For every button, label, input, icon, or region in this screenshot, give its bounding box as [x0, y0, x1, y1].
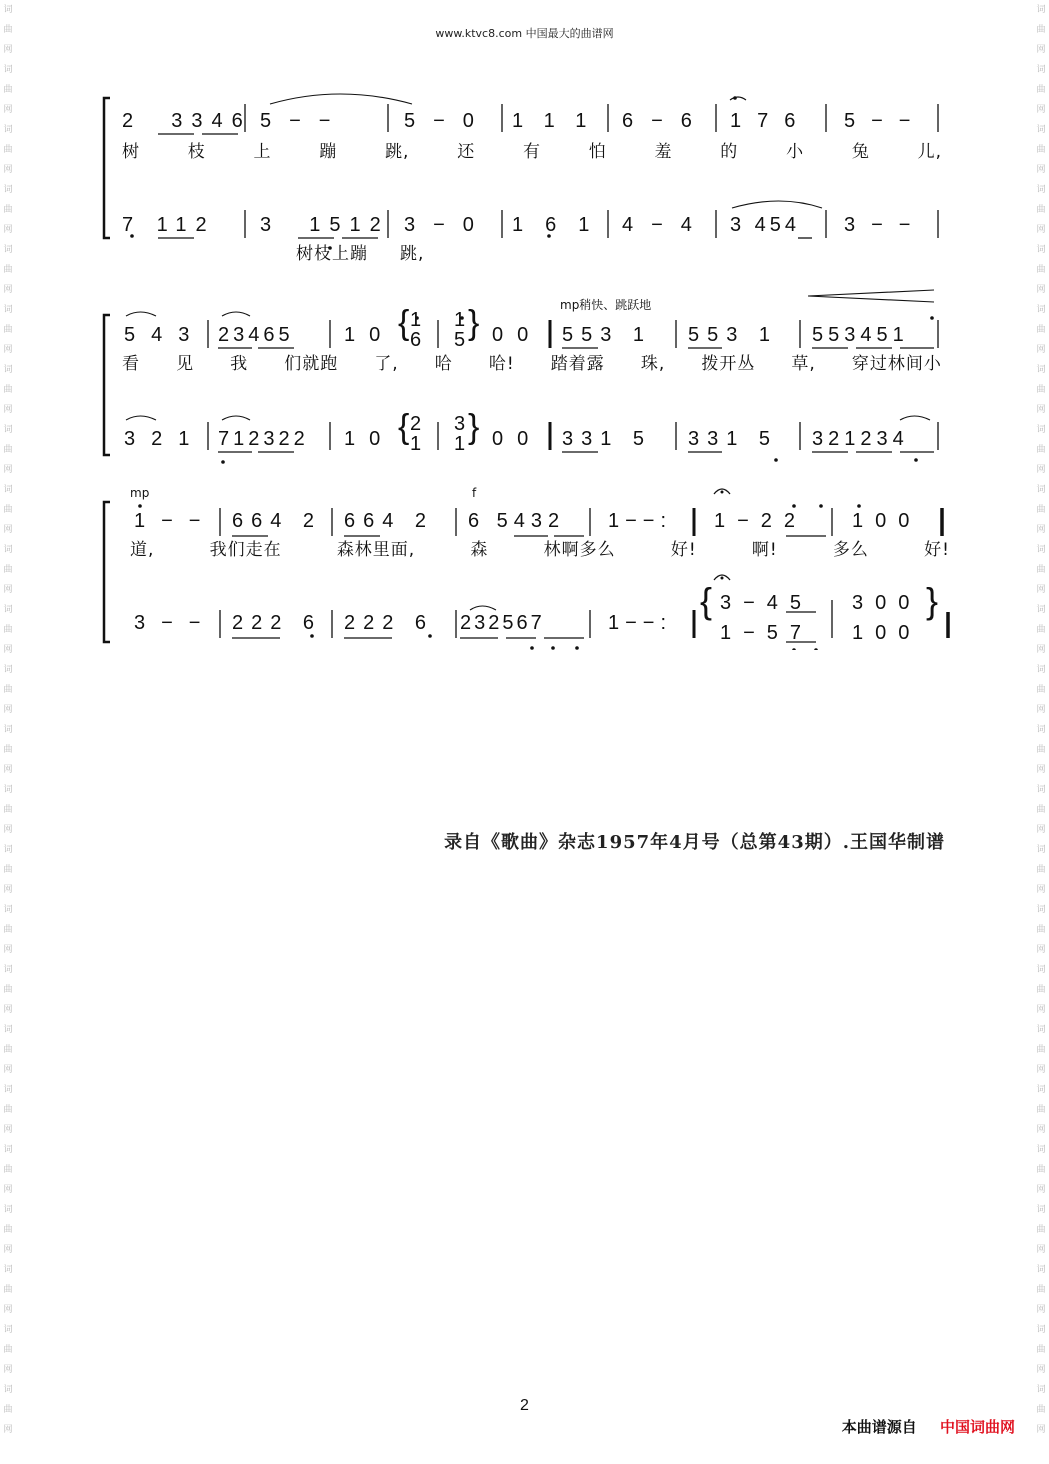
watermark-char: 网	[3, 525, 13, 535]
watermark-char: 词	[3, 1025, 13, 1035]
watermark-char: 曲	[3, 385, 13, 395]
watermark-char: 词	[3, 5, 13, 15]
row3-lower-brace-open: {	[700, 580, 713, 621]
footer-site-link[interactable]: 中国词曲网	[939, 1418, 1015, 1436]
watermark-char: 词	[3, 965, 13, 975]
watermark-char: 网	[3, 45, 13, 55]
watermark-char: 词	[3, 665, 13, 675]
watermark-char: 网	[1036, 1305, 1046, 1315]
lyric-syllable: 了,	[374, 354, 399, 374]
watermark-char: 词	[1036, 65, 1046, 75]
lyric-syllable: 儿,	[917, 142, 942, 162]
lyric-syllable: 道,	[130, 540, 155, 560]
watermark-char: 词	[3, 485, 13, 495]
watermark-char: 词	[3, 305, 13, 315]
watermark-char: 词	[1036, 725, 1046, 735]
watermark-char: 曲	[1036, 685, 1046, 695]
lyric-syllable: 好!	[924, 540, 950, 560]
watermark-char: 网	[1036, 645, 1046, 655]
lyric-syllable: 羞	[654, 142, 673, 162]
watermark-char: 曲	[3, 1165, 13, 1175]
watermark-char: 网	[3, 1065, 13, 1075]
row1-upper-m4: 111	[512, 110, 609, 132]
watermark-char: 曲	[1036, 25, 1046, 35]
watermark-char: 词	[3, 185, 13, 195]
watermark-char: 网	[1036, 885, 1046, 895]
watermark-char: 曲	[3, 1405, 13, 1415]
lyric-syllable: 有	[523, 142, 541, 162]
row1-lower-m6: 3 454	[730, 214, 801, 236]
watermark-char: 曲	[3, 25, 13, 35]
lyric-syllable: 啊!	[751, 540, 778, 560]
row2-upper-m7: 553451	[812, 324, 909, 346]
row2-lower-m3: 10	[344, 428, 395, 450]
row1-upper-lyrics	[122, 142, 942, 162]
watermark-char: 词	[3, 605, 13, 615]
row2-lower-m7: 321234	[812, 428, 909, 450]
watermark-char: 词	[3, 425, 13, 435]
watermark-char: 词	[3, 905, 13, 915]
row2-upper-brace-close: }	[468, 304, 480, 342]
watermark-char: 曲	[1036, 745, 1046, 755]
watermark-char: 网	[1036, 45, 1046, 55]
row2-upper-rests: 00	[492, 324, 543, 346]
watermark-char: 曲	[1036, 625, 1046, 635]
row2-upper-brace-open: {	[398, 304, 410, 342]
row3-upper-m7: 100	[852, 510, 922, 532]
row3-lower-m1: 3−−	[134, 612, 217, 634]
row1-upper-m6: 176	[730, 110, 812, 132]
watermark-char: 曲	[3, 445, 13, 455]
watermark-char: 曲	[1036, 1165, 1046, 1175]
watermark-char: 网	[1036, 165, 1046, 175]
watermark-char: 曲	[3, 1045, 13, 1055]
watermark-char: 曲	[3, 925, 13, 935]
watermark-char: 网	[3, 1185, 13, 1195]
watermark-char: 网	[3, 165, 13, 175]
watermark-char: 曲	[1036, 565, 1046, 575]
lyric-syllable: 森	[470, 540, 489, 560]
watermark-char: 曲	[1036, 265, 1046, 275]
lyric-syllable: 看	[122, 354, 140, 374]
row3-lower-chord1: 3−45 1−57	[720, 592, 814, 644]
watermark-char: 网	[1036, 345, 1046, 355]
watermark-char: 曲	[3, 985, 13, 995]
row3-lower-m2: 222 6	[232, 612, 323, 634]
watermark-char: 网	[3, 345, 13, 355]
watermark-char: 词	[3, 1325, 13, 1335]
watermark-char: 词	[3, 65, 13, 75]
watermark-char: 网	[1036, 1125, 1046, 1135]
watermark-char: 曲	[3, 205, 13, 215]
row3-upper-m4: 6 5432	[468, 510, 566, 532]
watermark-char: 曲	[1036, 1285, 1046, 1295]
watermark-char: 词	[3, 245, 13, 255]
watermark-char: 词	[1036, 1385, 1046, 1395]
lyric-syllable: 我们走在	[209, 540, 282, 560]
watermark-char: 网	[3, 1005, 13, 1015]
watermark-char: 词	[3, 1085, 13, 1095]
watermark-char: 曲	[1036, 865, 1046, 875]
watermark-char: 曲	[3, 265, 13, 275]
footer	[842, 1416, 1015, 1437]
watermark-char: 曲	[3, 1105, 13, 1115]
watermark-char: 网	[1036, 405, 1046, 415]
row2-upper-chord2: 1 5	[454, 309, 466, 351]
watermark-char: 词	[1036, 1325, 1046, 1335]
lyric-syllable: 还	[457, 142, 476, 162]
watermark-char: 词	[3, 1205, 13, 1215]
watermark-char: 曲	[3, 1285, 13, 1295]
watermark-char: 网	[1036, 225, 1046, 235]
site-header: www.ktvc8.com 中国最大的曲谱网	[435, 27, 614, 40]
watermark-char: 网	[3, 825, 13, 835]
watermark-char: 网	[1036, 465, 1046, 475]
watermark-char: 曲	[3, 685, 13, 695]
row2-lower-brace-open: {	[398, 408, 410, 446]
page-number: 2	[520, 1397, 529, 1414]
watermark-char: 词	[1036, 125, 1046, 135]
watermark-char: 网	[3, 1305, 13, 1315]
lyric-syllable: 哈	[434, 354, 453, 374]
row2-lower-m1: 321	[124, 428, 206, 450]
watermark-char: 网	[1036, 1245, 1046, 1255]
watermark-char: 词	[1036, 185, 1046, 195]
lyric-syllable: 草,	[791, 354, 816, 374]
row2-lower-m6: 331 5	[688, 428, 779, 450]
watermark-char: 网	[3, 1425, 13, 1435]
watermark-char: 词	[3, 545, 13, 555]
watermark-char: 词	[1036, 1205, 1046, 1215]
watermark-char: 网	[1036, 1185, 1046, 1195]
watermark-char: 网	[3, 585, 13, 595]
row2-upper-chord1: 1 6	[410, 309, 422, 351]
watermark-char: 网	[1036, 825, 1046, 835]
watermark-char: 曲	[1036, 1225, 1046, 1235]
row3-upper-m6: 1−22	[714, 510, 808, 532]
lyric-syllable: 穿过林间小	[851, 354, 942, 374]
watermark-char: 曲	[3, 325, 13, 335]
row3-upper-lyrics	[130, 540, 950, 560]
watermark-char: 词	[1036, 905, 1046, 915]
watermark-char: 网	[1036, 1005, 1046, 1015]
lyric-syllable: 见	[176, 354, 195, 374]
watermark-char: 曲	[1036, 205, 1046, 215]
watermark-char: 词	[3, 125, 13, 135]
row2-upper-m1: 543	[124, 324, 206, 346]
watermark-char: 曲	[3, 85, 13, 95]
row3-lower-m3: 222 6	[344, 612, 435, 634]
watermark-char: 词	[1036, 965, 1046, 975]
row1-upper-m7: 5−−	[844, 110, 927, 132]
row3-lower-m4: 232567	[460, 612, 545, 634]
row2-upper-m6: 553 1	[688, 324, 779, 346]
watermark-char: 曲	[3, 745, 13, 755]
row2-upper-m2: 23465	[218, 324, 294, 346]
watermark-char: 词	[1036, 5, 1046, 15]
watermark-char: 网	[3, 1365, 13, 1375]
watermark-char: 词	[3, 1385, 13, 1395]
watermark-char: 曲	[1036, 85, 1046, 95]
row3-lower-brace-close: }	[926, 580, 939, 621]
tempo-marking: mp稍快、跳跃地	[560, 298, 652, 312]
watermark-char: 曲	[3, 865, 13, 875]
row1-upper-m2: 5−−	[260, 110, 349, 132]
row1-lower-m1: 7 112	[122, 214, 216, 236]
lyric-syllable: 我	[230, 354, 249, 374]
lyric-syllable: 哈!	[488, 354, 515, 374]
watermark-char: 网	[3, 885, 13, 895]
watermark-char: 网	[3, 645, 13, 655]
row1-lower-m3: 3−0	[404, 214, 492, 236]
watermark-char: 曲	[1036, 385, 1046, 395]
watermark-char: 词	[1036, 1265, 1046, 1275]
watermark-char: 词	[1036, 1025, 1046, 1035]
watermark-char: 网	[1036, 525, 1046, 535]
row1-lower-lyric-a: 树枝上蹦	[296, 244, 368, 264]
row2-lower-rests: 00	[492, 428, 543, 450]
watermark-char: 词	[1036, 305, 1046, 315]
watermark-char: 网	[1036, 705, 1046, 715]
watermark-char: 网	[1036, 585, 1046, 595]
watermark-char: 网	[3, 705, 13, 715]
lyric-syllable: 蹦	[319, 142, 338, 162]
watermark-char: 词	[1036, 605, 1046, 615]
lyric-syllable: 小	[786, 142, 805, 162]
watermark-char: 曲	[1036, 505, 1046, 515]
watermark-char: 曲	[1036, 1345, 1046, 1355]
lyric-syllable: 拨开丛	[701, 354, 756, 374]
row1-lower-m7: 3−−	[844, 214, 927, 236]
watermark-char: 网	[3, 765, 13, 775]
watermark-char: 网	[1036, 1425, 1046, 1435]
watermark-char: 曲	[3, 145, 13, 155]
row3-upper-m2: 664 2	[232, 510, 323, 532]
watermark-char: 词	[1036, 365, 1046, 375]
lyric-syllable: 的	[720, 142, 739, 162]
right-watermark	[1033, 0, 1049, 1464]
row1-lower-m4: 161	[512, 214, 612, 236]
row3-upper-m3: 664 2	[344, 510, 435, 532]
watermark-char: 词	[3, 845, 13, 855]
row2-upper-m3: 10	[344, 324, 395, 346]
watermark-char: 网	[1036, 1365, 1046, 1375]
watermark-char: 曲	[1036, 985, 1046, 995]
lyric-syllable: 多么	[832, 540, 869, 560]
lyric-syllable: 林啊多么	[543, 540, 616, 560]
row2-lower-m5: 331 5	[562, 428, 653, 450]
watermark-char: 曲	[3, 1225, 13, 1235]
watermark-char: 网	[3, 1125, 13, 1135]
jianpu-score	[100, 90, 960, 650]
lyric-syllable: 跳,	[385, 142, 410, 162]
lyric-syllable: 们就跑	[284, 354, 339, 374]
watermark-char: 曲	[1036, 145, 1046, 155]
watermark-char: 词	[3, 725, 13, 735]
watermark-char: 网	[3, 285, 13, 295]
lyric-syllable: 上	[253, 142, 272, 162]
watermark-char: 曲	[3, 625, 13, 635]
row3-lower-m5: 1−−:	[608, 612, 673, 634]
watermark-char: 词	[3, 1265, 13, 1275]
row2-upper-m5: 553 1	[562, 324, 653, 346]
watermark-char: 网	[1036, 1065, 1046, 1075]
row1-upper-m5: 6−6	[622, 110, 710, 132]
row1-upper-m3: 5−0	[404, 110, 492, 132]
watermark-char: 曲	[1036, 1045, 1046, 1055]
row2-upper-lyrics	[122, 354, 942, 374]
watermark-char: 网	[3, 405, 13, 415]
watermark-char: 词	[1036, 845, 1046, 855]
watermark-char: 网	[1036, 945, 1046, 955]
row1-lower-m2: 3 1512	[260, 214, 390, 236]
watermark-char: 词	[3, 365, 13, 375]
watermark-char: 曲	[3, 1345, 13, 1355]
watermark-char: 网	[3, 225, 13, 235]
watermark-char: 词	[1036, 1145, 1046, 1155]
watermark-char: 网	[3, 465, 13, 475]
watermark-char: 词	[3, 785, 13, 795]
watermark-char: 曲	[1036, 1405, 1046, 1415]
row2-lower-chord2: 3 1	[454, 413, 466, 455]
watermark-char: 网	[1036, 285, 1046, 295]
dynamic-mp: mp	[130, 486, 150, 500]
watermark-char: 曲	[1036, 445, 1046, 455]
watermark-char: 网	[3, 945, 13, 955]
watermark-char: 词	[1036, 785, 1046, 795]
row3-lower-chord2: 300 100	[852, 592, 922, 644]
watermark-char: 词	[1036, 425, 1046, 435]
watermark-char: 网	[1036, 105, 1046, 115]
lyric-syllable: 珠,	[640, 354, 666, 374]
watermark-char: 曲	[3, 805, 13, 815]
row2-lower-brace-close: }	[468, 408, 480, 446]
watermark-char: 曲	[1036, 925, 1046, 935]
watermark-char: 词	[1036, 245, 1046, 255]
watermark-char: 网	[3, 105, 13, 115]
watermark-char: 曲	[3, 505, 13, 515]
footer-label: 本曲谱源自	[841, 1418, 917, 1436]
lyric-syllable: 枝	[187, 142, 206, 162]
row3-upper-m1: 1−−	[134, 510, 217, 532]
row1-lower-m5: 4−4	[622, 214, 710, 236]
watermark-char: 词	[3, 1145, 13, 1155]
watermark-char: 词	[1036, 485, 1046, 495]
source-note: 录自《歌曲》杂志1957年4月号（总第43期）.王国华制谱	[444, 832, 945, 853]
watermark-char: 曲	[3, 565, 13, 575]
lyric-syllable: 森林里面,	[336, 540, 416, 560]
row1-lower-lyric-b: 跳,	[400, 244, 425, 264]
watermark-char: 网	[3, 1245, 13, 1255]
watermark-char: 曲	[1036, 325, 1046, 335]
watermark-char: 网	[1036, 765, 1046, 775]
watermark-char: 词	[1036, 665, 1046, 675]
row2-lower-m2: 712322	[218, 428, 309, 450]
watermark-char: 曲	[1036, 805, 1046, 815]
lyric-syllable: 树	[122, 142, 140, 162]
watermark-char: 曲	[1036, 1105, 1046, 1115]
watermark-char: 词	[1036, 1085, 1046, 1095]
watermark-char: 词	[1036, 545, 1046, 555]
lyric-syllable: 兔	[851, 142, 870, 162]
left-watermark	[0, 0, 16, 1464]
row1-upper-notes: 2 3346	[122, 110, 252, 132]
lyric-syllable: 好!	[670, 540, 697, 560]
row3-upper-m5: 1−−:	[608, 510, 673, 532]
lyric-syllable: 踏着露	[550, 354, 605, 374]
row2-lower-chord1: 2 1	[410, 413, 422, 455]
lyric-syllable: 怕	[588, 142, 607, 162]
dynamic-f: f	[472, 486, 477, 500]
